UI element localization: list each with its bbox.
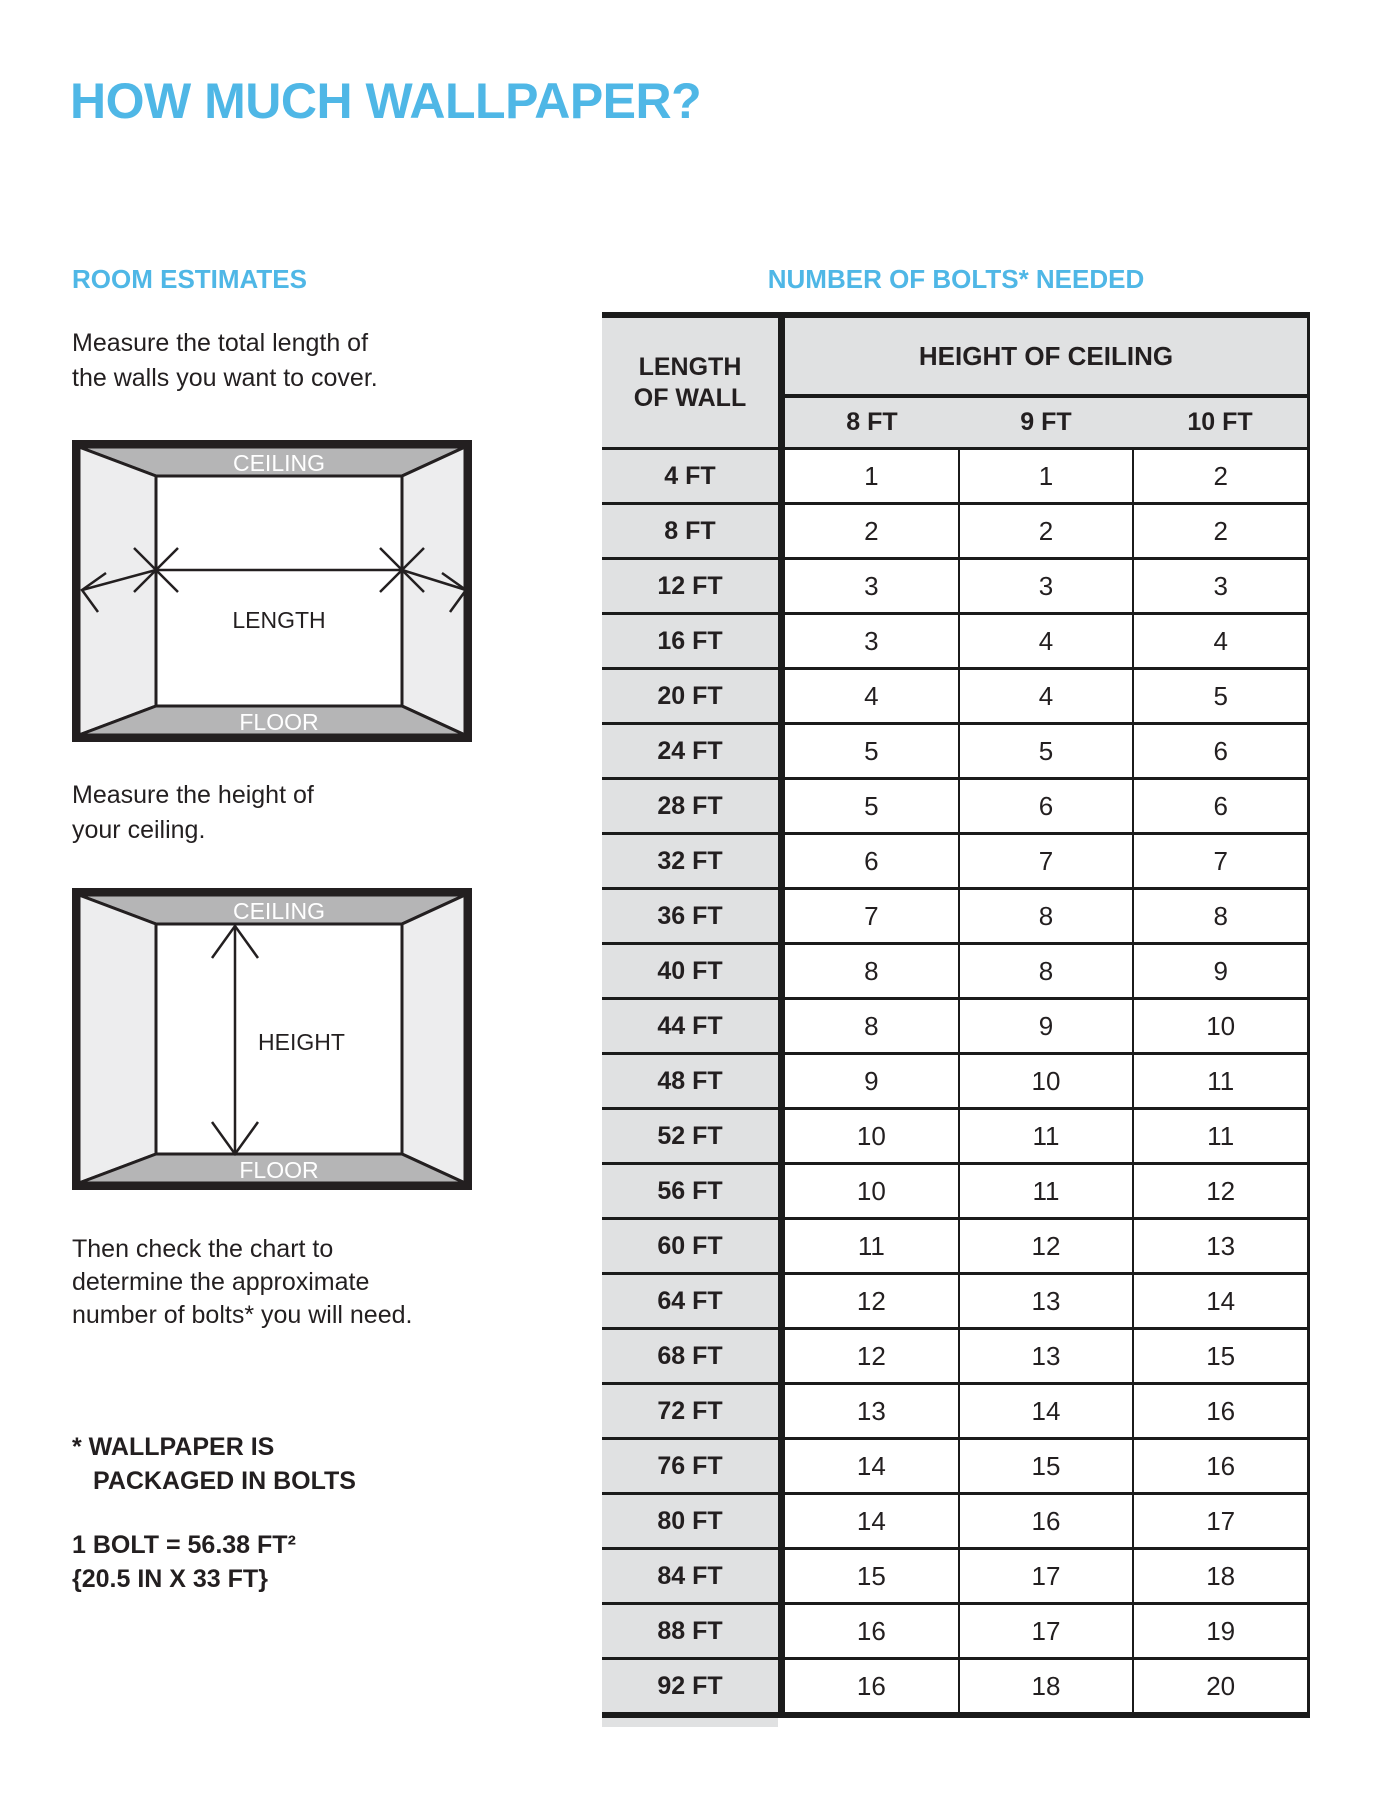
height-label: HEIGHT — [258, 1029, 345, 1055]
paragraph-measure-length: Measure the total length of the walls you want to cover. — [72, 329, 378, 392]
bolt-count-cell: 12 — [1132, 1165, 1307, 1217]
row-length-label: 40 FT — [602, 945, 785, 997]
row-length-label: 8 FT — [602, 505, 785, 557]
bolt-count-cell: 7 — [1132, 835, 1307, 887]
bolt-count-cell: 10 — [1132, 1000, 1307, 1052]
table-row — [602, 777, 1310, 832]
table-row — [602, 1272, 1310, 1327]
room-diagram-length — [72, 440, 472, 742]
row-length-label: 16 FT — [602, 615, 785, 667]
bolt-count-cell: 20 — [1132, 1660, 1307, 1712]
bolt-count-cell: 8 — [785, 1000, 958, 1052]
table-row — [602, 1052, 1310, 1107]
bolt-count-cell: 6 — [1132, 725, 1307, 777]
table-row — [602, 887, 1310, 942]
bolt-count-cell: 9 — [785, 1055, 958, 1107]
bolt-count-cell: 2 — [785, 505, 958, 557]
bolt-count-cell: 6 — [958, 780, 1133, 832]
bolt-count-cell: 12 — [785, 1275, 958, 1327]
room-diagram-height — [72, 888, 472, 1190]
bolt-count-cell: 13 — [785, 1385, 958, 1437]
bolt-count-cell: 18 — [1132, 1550, 1307, 1602]
section-heading-bolts-needed: NUMBER OF BOLTS* NEEDED — [767, 264, 1145, 294]
row-length-label: 48 FT — [602, 1055, 785, 1107]
length-label: LENGTH — [232, 607, 326, 633]
bolt-count-cell: 10 — [958, 1055, 1133, 1107]
bolt-count-cell: 3 — [1132, 560, 1307, 612]
table-row — [602, 502, 1310, 557]
bolt-count-cell: 6 — [1132, 780, 1307, 832]
bolt-count-cell: 16 — [1132, 1385, 1307, 1437]
sub-header-10ft: 10 FT — [1187, 408, 1253, 436]
bolt-count-cell: 14 — [958, 1385, 1133, 1437]
column-header-length-of-wall: LENGTH OF WALL — [602, 318, 785, 447]
paragraph-measure-height: Measure the height of your ceiling. — [72, 781, 314, 844]
table-row — [602, 557, 1310, 612]
bolt-equivalence-note: 1 BOLT = 56.38 FT² {20.5 IN X 33 FT} — [72, 1531, 296, 1593]
paragraph-check-chart: Then check the chart to determine the approximate number of bolts* you will need. — [72, 1235, 413, 1329]
bolt-count-cell: 9 — [1132, 945, 1307, 997]
bolt-count-cell: 7 — [958, 835, 1133, 887]
bolt-count-cell: 11 — [785, 1220, 958, 1272]
bolt-count-cell: 15 — [785, 1550, 958, 1602]
bolt-count-cell: 5 — [785, 780, 958, 832]
bolt-count-cell: 13 — [958, 1275, 1133, 1327]
sub-header-row — [785, 398, 1307, 447]
bolt-count-cell: 6 — [785, 835, 958, 887]
bolt-count-cell: 12 — [958, 1220, 1133, 1272]
bolt-count-cell: 5 — [958, 725, 1133, 777]
page-title: HOW MUCH WALLPAPER? — [70, 73, 702, 129]
sub-header-8ft: 8 FT — [846, 408, 898, 436]
bolt-count-cell: 15 — [1132, 1330, 1307, 1382]
bolt-count-cell: 1 — [785, 450, 958, 502]
sub-header-9ft: 9 FT — [1020, 408, 1072, 436]
bolt-count-cell: 2 — [1132, 450, 1307, 502]
bolt-count-cell: 15 — [958, 1440, 1133, 1492]
row-length-label: 56 FT — [602, 1165, 785, 1217]
row-length-label: 88 FT — [602, 1605, 785, 1657]
bolt-count-cell: 11 — [958, 1165, 1133, 1217]
bolt-count-cell: 8 — [958, 945, 1133, 997]
table-row — [602, 1382, 1310, 1437]
bolt-count-cell: 3 — [785, 615, 958, 667]
bolt-count-cell: 7 — [785, 890, 958, 942]
bolt-count-cell: 8 — [1132, 890, 1307, 942]
bolt-count-cell: 19 — [1132, 1605, 1307, 1657]
table-row — [602, 1162, 1310, 1217]
row-length-label: 84 FT — [602, 1550, 785, 1602]
bolt-count-cell: 16 — [785, 1660, 958, 1712]
row-length-label: 60 FT — [602, 1220, 785, 1272]
table-row — [602, 1437, 1310, 1492]
table-row — [602, 1492, 1310, 1547]
row-length-label: 32 FT — [602, 835, 785, 887]
bolt-count-cell: 11 — [958, 1110, 1133, 1162]
section-heading-room-estimates: ROOM ESTIMATES — [72, 264, 307, 294]
bolt-count-cell: 3 — [785, 560, 958, 612]
bolt-count-cell: 8 — [785, 945, 958, 997]
room-perspective-drawing — [72, 440, 472, 742]
bolt-count-cell: 16 — [958, 1495, 1133, 1547]
bolt-count-cell: 17 — [958, 1605, 1133, 1657]
bolt-count-cell: 11 — [1132, 1055, 1307, 1107]
row-length-label: 20 FT — [602, 670, 785, 722]
bolt-count-cell: 4 — [958, 670, 1133, 722]
table-bottom-sliver — [602, 1718, 778, 1727]
bolt-count-cell: 5 — [1132, 670, 1307, 722]
footnote-bolts: * WALLPAPER IS PACKAGED IN BOLTS — [72, 1433, 356, 1495]
floor-label: FLOOR — [239, 1157, 319, 1183]
bolt-count-cell: 1 — [958, 450, 1133, 502]
row-length-label: 72 FT — [602, 1385, 785, 1437]
table-row — [602, 1217, 1310, 1272]
table-row — [602, 1547, 1310, 1602]
bolt-count-cell: 2 — [1132, 505, 1307, 557]
bolt-count-cell: 11 — [1132, 1110, 1307, 1162]
table-row — [602, 942, 1310, 997]
bolt-count-cell: 14 — [1132, 1275, 1307, 1327]
bolt-count-cell: 17 — [1132, 1495, 1307, 1547]
bolt-count-cell: 10 — [785, 1110, 958, 1162]
table-row — [602, 997, 1310, 1052]
bolt-count-cell: 9 — [958, 1000, 1133, 1052]
table-row — [602, 832, 1310, 887]
bolt-count-cell: 17 — [958, 1550, 1133, 1602]
bolt-count-cell: 10 — [785, 1165, 958, 1217]
table-row — [602, 667, 1310, 722]
table-body — [602, 447, 1310, 1718]
row-length-label: 68 FT — [602, 1330, 785, 1382]
bolt-count-cell: 13 — [1132, 1220, 1307, 1272]
row-length-label: 12 FT — [602, 560, 785, 612]
ceiling-label: CEILING — [232, 450, 326, 476]
row-length-label: 36 FT — [602, 890, 785, 942]
row-length-label: 24 FT — [602, 725, 785, 777]
bolt-count-cell: 3 — [958, 560, 1133, 612]
bolt-count-cell: 14 — [785, 1495, 958, 1547]
row-length-label: 44 FT — [602, 1000, 785, 1052]
bolt-count-cell: 14 — [785, 1440, 958, 1492]
bolt-count-cell: 18 — [958, 1660, 1133, 1712]
bolts-needed-table — [602, 312, 1310, 1727]
bolt-count-cell: 16 — [785, 1605, 958, 1657]
row-length-label: 28 FT — [602, 780, 785, 832]
table-row — [602, 1327, 1310, 1382]
table-row — [602, 1107, 1310, 1162]
row-length-label: 64 FT — [602, 1275, 785, 1327]
row-length-label: 4 FT — [602, 450, 785, 502]
row-length-label: 76 FT — [602, 1440, 785, 1492]
row-length-label: 80 FT — [602, 1495, 785, 1547]
table-header — [602, 318, 1310, 447]
row-length-label: 92 FT — [602, 1660, 785, 1712]
table-row — [602, 722, 1310, 777]
table-row — [602, 612, 1310, 667]
bolt-count-cell: 2 — [958, 505, 1133, 557]
row-length-label: 52 FT — [602, 1110, 785, 1162]
bolt-count-cell: 4 — [958, 615, 1133, 667]
ceiling-label: CEILING — [232, 898, 326, 924]
bolt-count-cell: 16 — [1132, 1440, 1307, 1492]
bolt-count-cell: 12 — [785, 1330, 958, 1382]
table-row — [602, 1657, 1310, 1712]
floor-label: FLOOR — [239, 709, 319, 735]
column-header-height-of-ceiling: HEIGHT OF CEILING — [785, 318, 1307, 398]
bolt-count-cell: 13 — [958, 1330, 1133, 1382]
table-row — [602, 1602, 1310, 1657]
bolt-count-cell: 8 — [958, 890, 1133, 942]
bolt-count-cell: 5 — [785, 725, 958, 777]
room-perspective-drawing — [72, 888, 472, 1190]
table-row — [602, 447, 1310, 502]
bolt-count-cell: 4 — [1132, 615, 1307, 667]
bolt-count-cell: 4 — [785, 670, 958, 722]
